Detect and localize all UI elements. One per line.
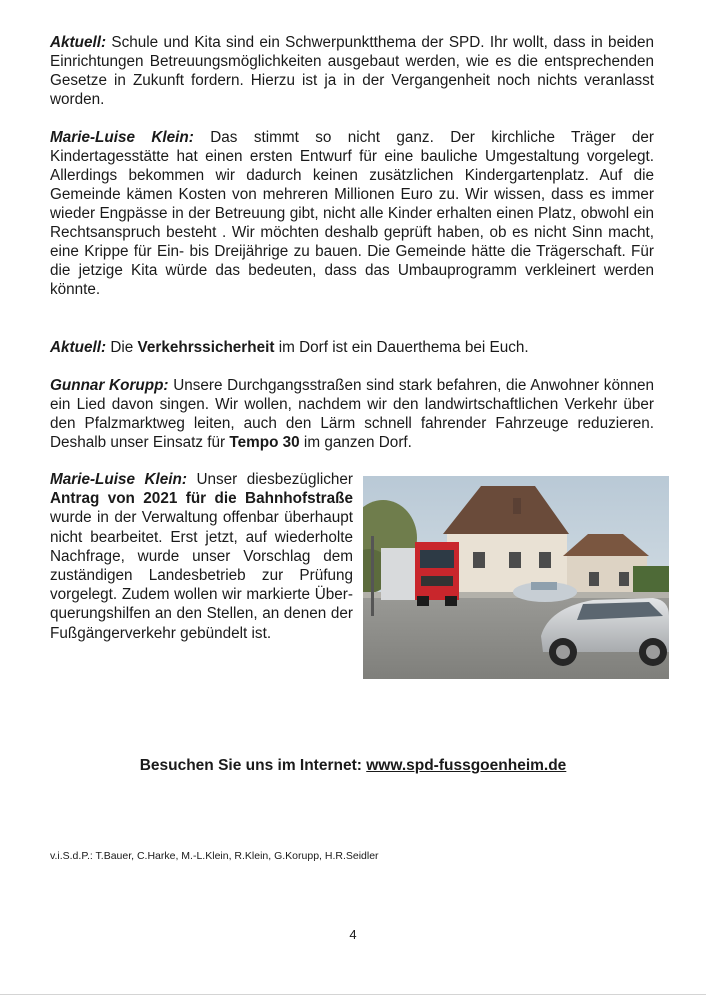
speaker-label: Aktuell: [50, 34, 107, 51]
interview-paragraph-school-answer [50, 128, 654, 299]
street-photo [363, 476, 669, 679]
interview-paragraph-bahnhofstrasse [50, 470, 353, 643]
paragraph-emphasis: Tempo 30 [229, 434, 300, 451]
paragraph-text: Unsere Durchgangsstraßen sind stark befahren, die Anwohner können ein Lied davon singen. Wir wollen, nachdem wir den landwirtschaftlichen Verkehr über den Pfalzmarktweg leiten, auch den Lärm schnell fahrender Fahrzeuge reduzieren. Deshalb unser Einsatz für [50, 377, 654, 451]
paragraph-text: wurde in der Verwaltung offenbar überhaupt nicht bearbeitet. Erst jetzt, auf wiederholte Nachfrage, wurde unser Vorschlag dem zuständigen Landesbetrieb zur Prüfung vorgelegt. Zudem wollen wir markierte Überquerungshilfen an den Stellen, an denen der Fußgängerverkehr gebündelt ist. [50, 509, 353, 642]
imprint-line: v.i.S.d.P.: T.Bauer, C.Harke, M.-L.Klein, R.Klein, G.Korupp, H.R.Seidler [50, 850, 379, 862]
speaker-label: Marie-Luise Klein: [50, 129, 194, 146]
paragraph-text: Die [110, 339, 134, 356]
website-label: Besuchen Sie uns im Internet: [139, 757, 362, 774]
paragraph-text: im ganzen Dorf. [299, 434, 412, 451]
page-number: 4 [349, 927, 357, 942]
website-link[interactable]: www.spd-fussgoenheim.de [366, 757, 567, 774]
speaker-label: Marie-Luise Klein: [50, 471, 187, 488]
paragraph-text: Schule und Kita sind ein Schwerpunktthema der SPD. Ihr wollt, dass in beiden Einrichtungen Betreuungsmöglichkeiten ausgebaut werden, wie es die entsprechenden Gesetze in Zukunft fordern. Hierzu ist ja in der Vergangenheit noch nichts veranlasst worden. [50, 34, 654, 108]
paragraph-emphasis: Verkehrssicherheit [137, 339, 275, 356]
website-line [0, 757, 706, 775]
interview-paragraph-traffic-question [50, 338, 654, 357]
speaker-label: Gunnar Korupp: [50, 377, 169, 394]
paragraph-text: im Dorf ist ein Dauerthema bei Euch. [278, 339, 529, 356]
interview-paragraph-school-question [50, 33, 654, 109]
interview-paragraph-traffic-answer [50, 376, 654, 452]
paragraph-text: Unser diesbezüglicher [196, 471, 353, 488]
speaker-label: Aktuell: [50, 339, 107, 356]
page-divider [0, 994, 706, 995]
paragraph-text: Das stimmt so nicht ganz. Der kirchliche Träger der Kindertagesstätte hat einen ersten Entwurf für eine bauliche Umgestaltung vorgelegt. Allerdings bekommen wir dadurch keinen zusätzlichen Kindergartenplatz. Auf die Gemeinde kämen Kosten von mehreren Millionen Euro zu. Wir wissen, dass es immer wieder Engpässe in der Betreuung gibt, nicht alle Kinder erhalten einen Platz, obwohl ein Rechtsanspruch besteht . Wir möchten deshalb geprüft haben, ob es nicht Sinn macht, eine Krippe für Ein- bis Dreijährige zu bauen. Die Gemeinde hätte die Trägerschaft. Für die jetzige Kita würde das bedeuten, dass das Umbauprogramm verkleinert werden könnte. [50, 129, 655, 298]
paragraph-emphasis: Antrag von 2021 für die Bahnhofstraße [50, 490, 353, 508]
